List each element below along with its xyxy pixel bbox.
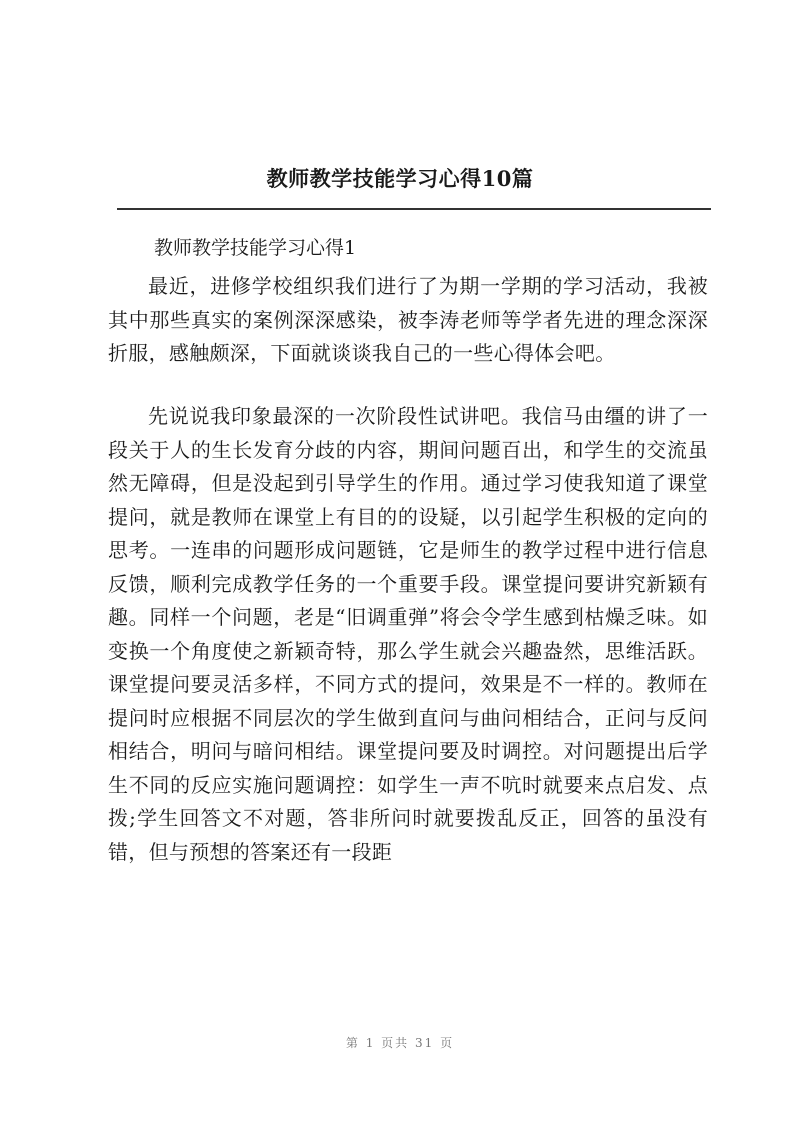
section-heading: 教师教学技能学习心得1: [154, 237, 357, 259]
body-paragraph-2: 先说说我印象最深的一次阶段性试讲吧。我信马由缰的讲了一段关于人的生长发育分歧的内容，期间问题百出，和学生的交流虽然无障碍，但是没起到引导学生的作用。通过学习使我知道了课堂提问，就是教师在课堂上有目的的设疑，以引起学生积极的定向的思考。一连串的问题形成问题链，它是师生的教学过程中进行信息反馈，顺利完成教学任务的一个重要手段。课堂提问要讲究新颖有趣。同样一个问题，老是“旧调重弹”将会令学生感到枯燥乏味。如变换一个角度使之新颖奇特，那么学生就会兴趣盎然，思维活跃。课堂提问要灵活多样，不同方式的提问，效果是不一样的。教师在提问时应根据不同层次的学生做到直问与曲问相结合，正问与反问相结合，明问与暗问相结。课堂提问要及时调控。对问题提出后学生不同的反应实施问题调控：如学生一声不吭时就要来点启发、点拨;学生回答文不对题，答非所问时就要拨乱反正，回答的虽没有错，但与预想的答案还有一段距: [108, 404, 708, 864]
document-title: 教师教学技能学习心得10篇: [266, 166, 534, 191]
body-paragraph-1: 最近，进修学校组织我们进行了为期一学期的学习活动，我被其中那些真实的案例深深感染，被李涛老师等学者先进的理念深深折服，感触颇深，下面就谈谈我自己的一些心得体会吧。: [108, 274, 708, 365]
title-divider: [117, 208, 711, 210]
page-number-footer: 第 1 页共 31 页: [345, 1036, 455, 1050]
